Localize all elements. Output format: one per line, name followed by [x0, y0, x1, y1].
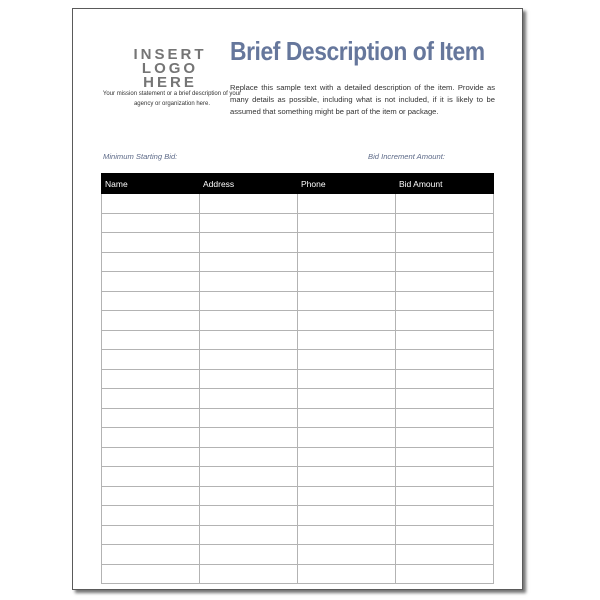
name-cell[interactable]	[102, 330, 200, 350]
name-cell[interactable]	[102, 408, 200, 428]
bid-amount-cell[interactable]	[396, 233, 494, 253]
bid-amount-cell[interactable]	[396, 545, 494, 565]
phone-cell[interactable]	[298, 486, 396, 506]
phone-cell[interactable]	[298, 369, 396, 389]
minimum-starting-bid-label: Minimum Starting Bid:	[103, 152, 178, 161]
table-row	[102, 428, 494, 448]
page-title: Brief Description of Item	[230, 36, 485, 66]
bid-amount-cell[interactable]	[396, 330, 494, 350]
item-description: Replace this sample text with a detailed description of the item. Provide as many details as possible, including what is not included, if it is likely to be assumed that something might be part of the item or package.	[230, 83, 495, 116]
bid-amount-cell[interactable]	[396, 428, 494, 448]
phone-cell[interactable]	[298, 564, 396, 584]
phone-cell[interactable]	[298, 330, 396, 350]
phone-cell[interactable]	[298, 389, 396, 409]
table-row	[102, 252, 494, 272]
bid-increment-amount-label: Bid Increment Amount:	[368, 152, 445, 161]
address-cell[interactable]	[200, 330, 298, 350]
bid-amount-cell[interactable]	[396, 525, 494, 545]
name-cell[interactable]	[102, 564, 200, 584]
phone-cell[interactable]	[298, 213, 396, 233]
column-header-phone: Phone	[298, 174, 396, 194]
bid-amount-cell[interactable]	[396, 272, 494, 292]
table-row	[102, 330, 494, 350]
bid-amount-cell[interactable]	[396, 350, 494, 370]
address-cell[interactable]	[200, 233, 298, 253]
name-cell[interactable]	[102, 369, 200, 389]
address-cell[interactable]	[200, 467, 298, 487]
bid-amount-cell[interactable]	[396, 506, 494, 526]
table-row	[102, 564, 494, 584]
bid-amount-cell[interactable]	[396, 447, 494, 467]
address-cell[interactable]	[200, 486, 298, 506]
bid-amount-cell[interactable]	[396, 311, 494, 331]
address-cell[interactable]	[200, 389, 298, 409]
table-row	[102, 447, 494, 467]
address-cell[interactable]	[200, 291, 298, 311]
name-cell[interactable]	[102, 213, 200, 233]
table-row	[102, 233, 494, 253]
phone-cell[interactable]	[298, 233, 396, 253]
name-cell[interactable]	[102, 233, 200, 253]
phone-cell[interactable]	[298, 467, 396, 487]
address-cell[interactable]	[200, 506, 298, 526]
name-cell[interactable]	[102, 291, 200, 311]
phone-cell[interactable]	[298, 408, 396, 428]
table-row	[102, 545, 494, 565]
table-header-row	[102, 174, 494, 194]
phone-cell[interactable]	[298, 428, 396, 448]
name-cell[interactable]	[102, 252, 200, 272]
address-cell[interactable]	[200, 272, 298, 292]
address-cell[interactable]	[200, 194, 298, 214]
bid-table-body	[102, 194, 494, 584]
name-cell[interactable]	[102, 467, 200, 487]
address-cell[interactable]	[200, 213, 298, 233]
bid-amount-cell[interactable]	[396, 213, 494, 233]
phone-cell[interactable]	[298, 506, 396, 526]
bid-sheet-page	[72, 8, 523, 590]
table-row	[102, 525, 494, 545]
name-cell[interactable]	[102, 506, 200, 526]
bid-amount-cell[interactable]	[396, 564, 494, 584]
bid-amount-cell[interactable]	[396, 408, 494, 428]
name-cell[interactable]	[102, 525, 200, 545]
mission-statement: Your mission statement or a brief description of your agency or organization here.	[102, 91, 242, 107]
address-cell[interactable]	[200, 369, 298, 389]
table-row	[102, 291, 494, 311]
name-cell[interactable]	[102, 389, 200, 409]
name-cell[interactable]	[102, 272, 200, 292]
bid-amount-cell[interactable]	[396, 194, 494, 214]
phone-cell[interactable]	[298, 252, 396, 272]
name-cell[interactable]	[102, 428, 200, 448]
name-cell[interactable]	[102, 447, 200, 467]
name-cell[interactable]	[102, 545, 200, 565]
bid-amount-cell[interactable]	[396, 389, 494, 409]
name-cell[interactable]	[102, 194, 200, 214]
column-header-bid-amount: Bid Amount	[396, 174, 494, 194]
address-cell[interactable]	[200, 428, 298, 448]
name-cell[interactable]	[102, 350, 200, 370]
phone-cell[interactable]	[298, 350, 396, 370]
table-row	[102, 350, 494, 370]
bid-amount-cell[interactable]	[396, 486, 494, 506]
name-cell[interactable]	[102, 486, 200, 506]
logo-line: INSERT	[133, 46, 207, 63]
column-header-address: Address	[200, 174, 298, 194]
bid-table	[101, 173, 494, 584]
table-row	[102, 194, 494, 214]
table-row	[102, 467, 494, 487]
table-row	[102, 311, 494, 331]
table-row	[102, 213, 494, 233]
bid-amount-cell[interactable]	[396, 291, 494, 311]
table-row	[102, 272, 494, 292]
phone-cell[interactable]	[298, 525, 396, 545]
phone-cell[interactable]	[298, 291, 396, 311]
address-cell[interactable]	[200, 350, 298, 370]
address-cell[interactable]	[200, 252, 298, 272]
logo-line: LOGO	[141, 60, 199, 77]
table-row	[102, 408, 494, 428]
bid-amount-cell[interactable]	[396, 467, 494, 487]
table-row	[102, 506, 494, 526]
name-cell[interactable]	[102, 311, 200, 331]
table-row	[102, 486, 494, 506]
phone-cell[interactable]	[298, 447, 396, 467]
bid-amount-cell[interactable]	[396, 369, 494, 389]
address-cell[interactable]	[200, 525, 298, 545]
column-header-name: Name	[102, 174, 200, 194]
address-cell[interactable]	[200, 311, 298, 331]
phone-cell[interactable]	[298, 194, 396, 214]
address-cell[interactable]	[200, 545, 298, 565]
address-cell[interactable]	[200, 564, 298, 584]
address-cell[interactable]	[200, 447, 298, 467]
phone-cell[interactable]	[298, 545, 396, 565]
phone-cell[interactable]	[298, 311, 396, 331]
table-row	[102, 369, 494, 389]
bid-amount-cell[interactable]	[396, 252, 494, 272]
table-row	[102, 389, 494, 409]
logo-line: HERE	[143, 74, 197, 91]
address-cell[interactable]	[200, 408, 298, 428]
logo-placeholder	[115, 48, 225, 90]
phone-cell[interactable]	[298, 272, 396, 292]
